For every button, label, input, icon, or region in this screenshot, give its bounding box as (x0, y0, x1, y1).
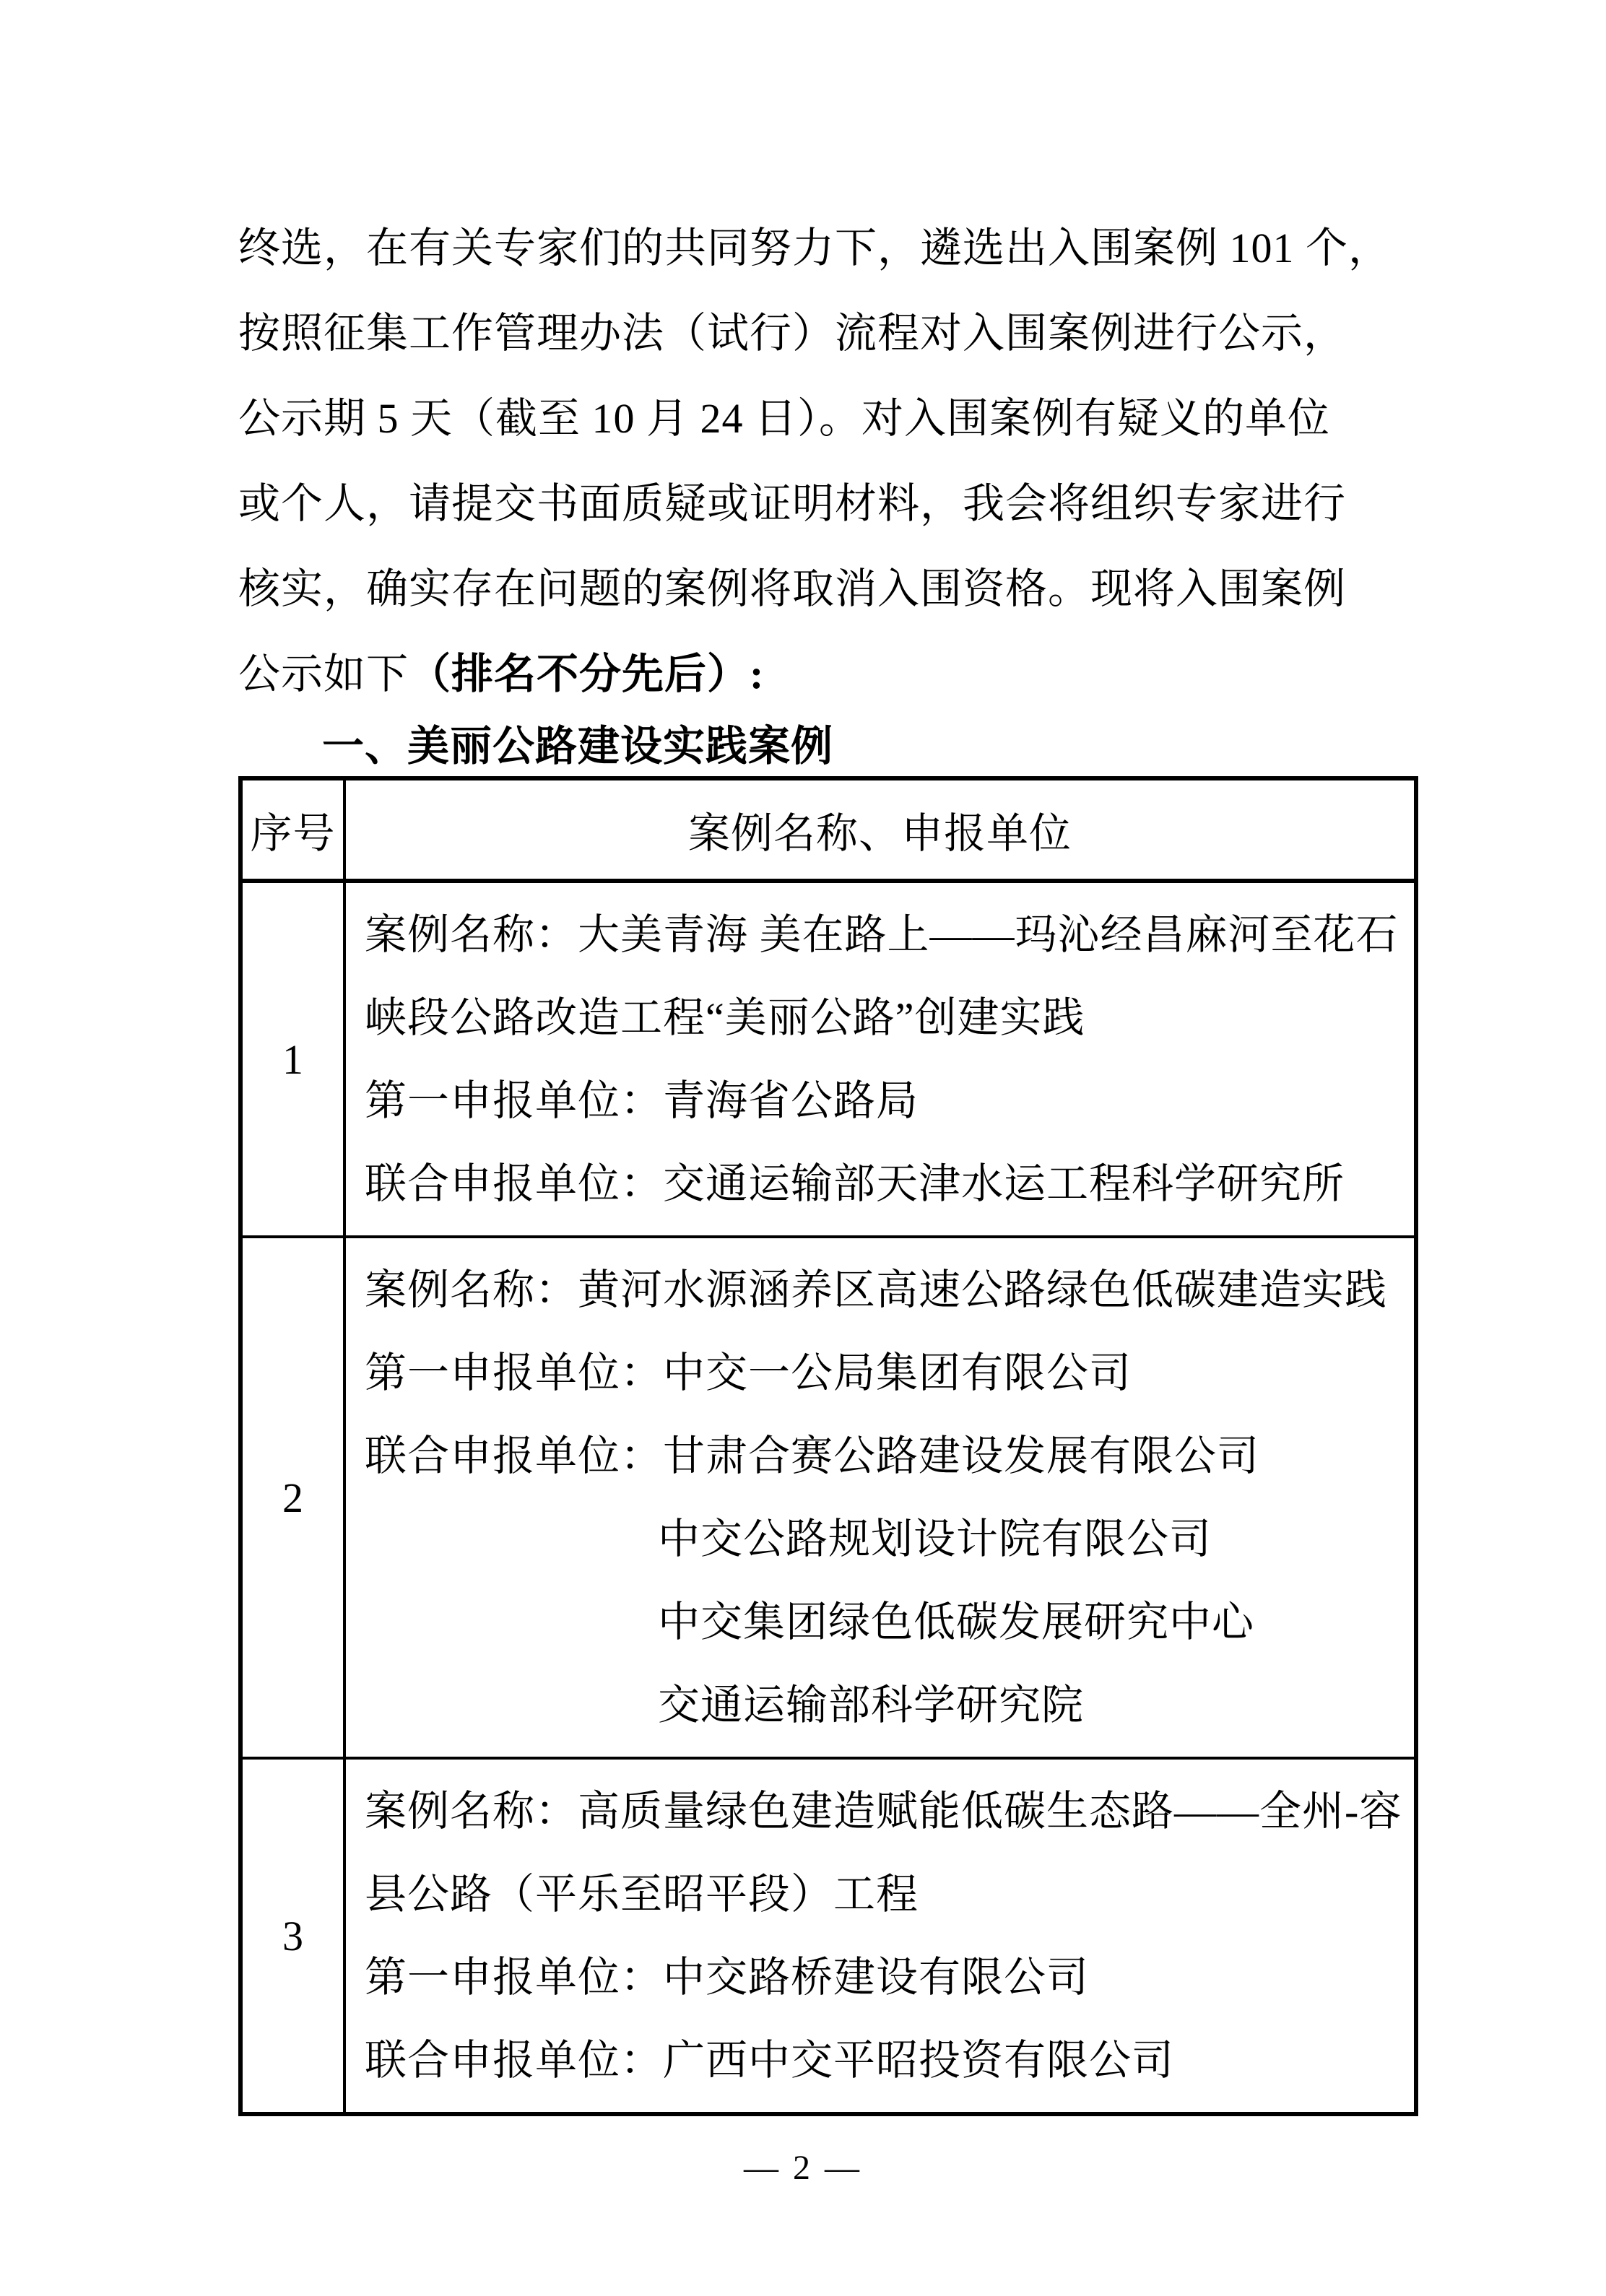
case-number-cell: 2 (240, 1237, 344, 1758)
section-heading: 一、美丽公路建设实践案例 (322, 723, 834, 770)
case-detail-line: 第一申报单位：中交一公局集团有限公司 (365, 1349, 1132, 1396)
paragraph-line-last (238, 632, 1418, 717)
paragraph-line: 按照征集工作管理办法（试行）流程对入围案例进行公示， (238, 310, 1347, 357)
cases-table (238, 776, 1418, 2116)
paragraph-last-bold-text: （排名不分先后）: (409, 651, 765, 697)
case-row (240, 1237, 1416, 1758)
table-header-number: 序号 (240, 778, 344, 881)
paragraph-line: 终选，在有关专家们的共同努力下，遴选出入围案例 101 个， (238, 225, 1392, 271)
case-detail-line: 中交公路规划设计院有限公司 (658, 1516, 1212, 1562)
table-header-title: 案例名称、申报单位 (344, 778, 1416, 881)
body-paragraph (238, 206, 1418, 717)
case-row (240, 881, 1416, 1237)
case-detail-line: 案例名称：高质量绿色建造赋能低碳生态路——全州-容 (365, 1788, 1402, 1835)
page-number: — 2 — (744, 2149, 862, 2187)
case-detail-line: 案例名称：大美青海 美在路上——玛沁经昌麻河至花石 (365, 911, 1399, 958)
case-detail-line: 第一申报单位：青海省公路局 (365, 1077, 919, 1124)
case-row (240, 1758, 1416, 2114)
case-detail-line: 联合申报单位：广西中交平昭投资有限公司 (365, 2037, 1175, 2084)
case-number-cell: 3 (240, 1758, 344, 2114)
paragraph-lines (238, 206, 1418, 632)
paragraph-last-normal-text: 公示如下 (238, 651, 409, 697)
cases-table-body (240, 881, 1416, 2114)
case-detail-line: 中交集团绿色低碳发展研究中心 (658, 1599, 1255, 1645)
case-detail-line: 联合申报单位：甘肃合赛公路建设发展有限公司 (365, 1432, 1260, 1479)
case-detail-line: 峡段公路改造工程“美丽公路”创建实践 (365, 994, 1085, 1041)
case-detail-line: 县公路（平乐至昭平段）工程 (365, 1871, 919, 1918)
document-body (238, 206, 1418, 2116)
case-detail-line: 联合申报单位：交通运输部天津水运工程科学研究所 (365, 1160, 1345, 1207)
paragraph-line: 或个人，请提交书面质疑或证明材料，我会将组织专家进行 (238, 480, 1347, 527)
table-header-row (240, 778, 1416, 881)
case-number-cell: 1 (240, 881, 344, 1237)
case-details-cell (344, 881, 1416, 1237)
case-detail-line: 交通运输部科学研究院 (658, 1682, 1085, 1728)
case-detail-line: 第一申报单位：中交路桥建设有限公司 (365, 1954, 1090, 2001)
case-details-cell (344, 1758, 1416, 2114)
paragraph-line: 公示期 5 天（截至 10 月 24 日）。对入围案例有疑义的单位 (238, 395, 1331, 442)
paragraph-line: 核实，确实存在问题的案例将取消入围资格。现将入围案例 (238, 565, 1347, 612)
case-details-cell (344, 1237, 1416, 1758)
case-detail-line: 案例名称：黄河水源涵养区高速公路绿色低碳建造实践 (365, 1266, 1388, 1313)
